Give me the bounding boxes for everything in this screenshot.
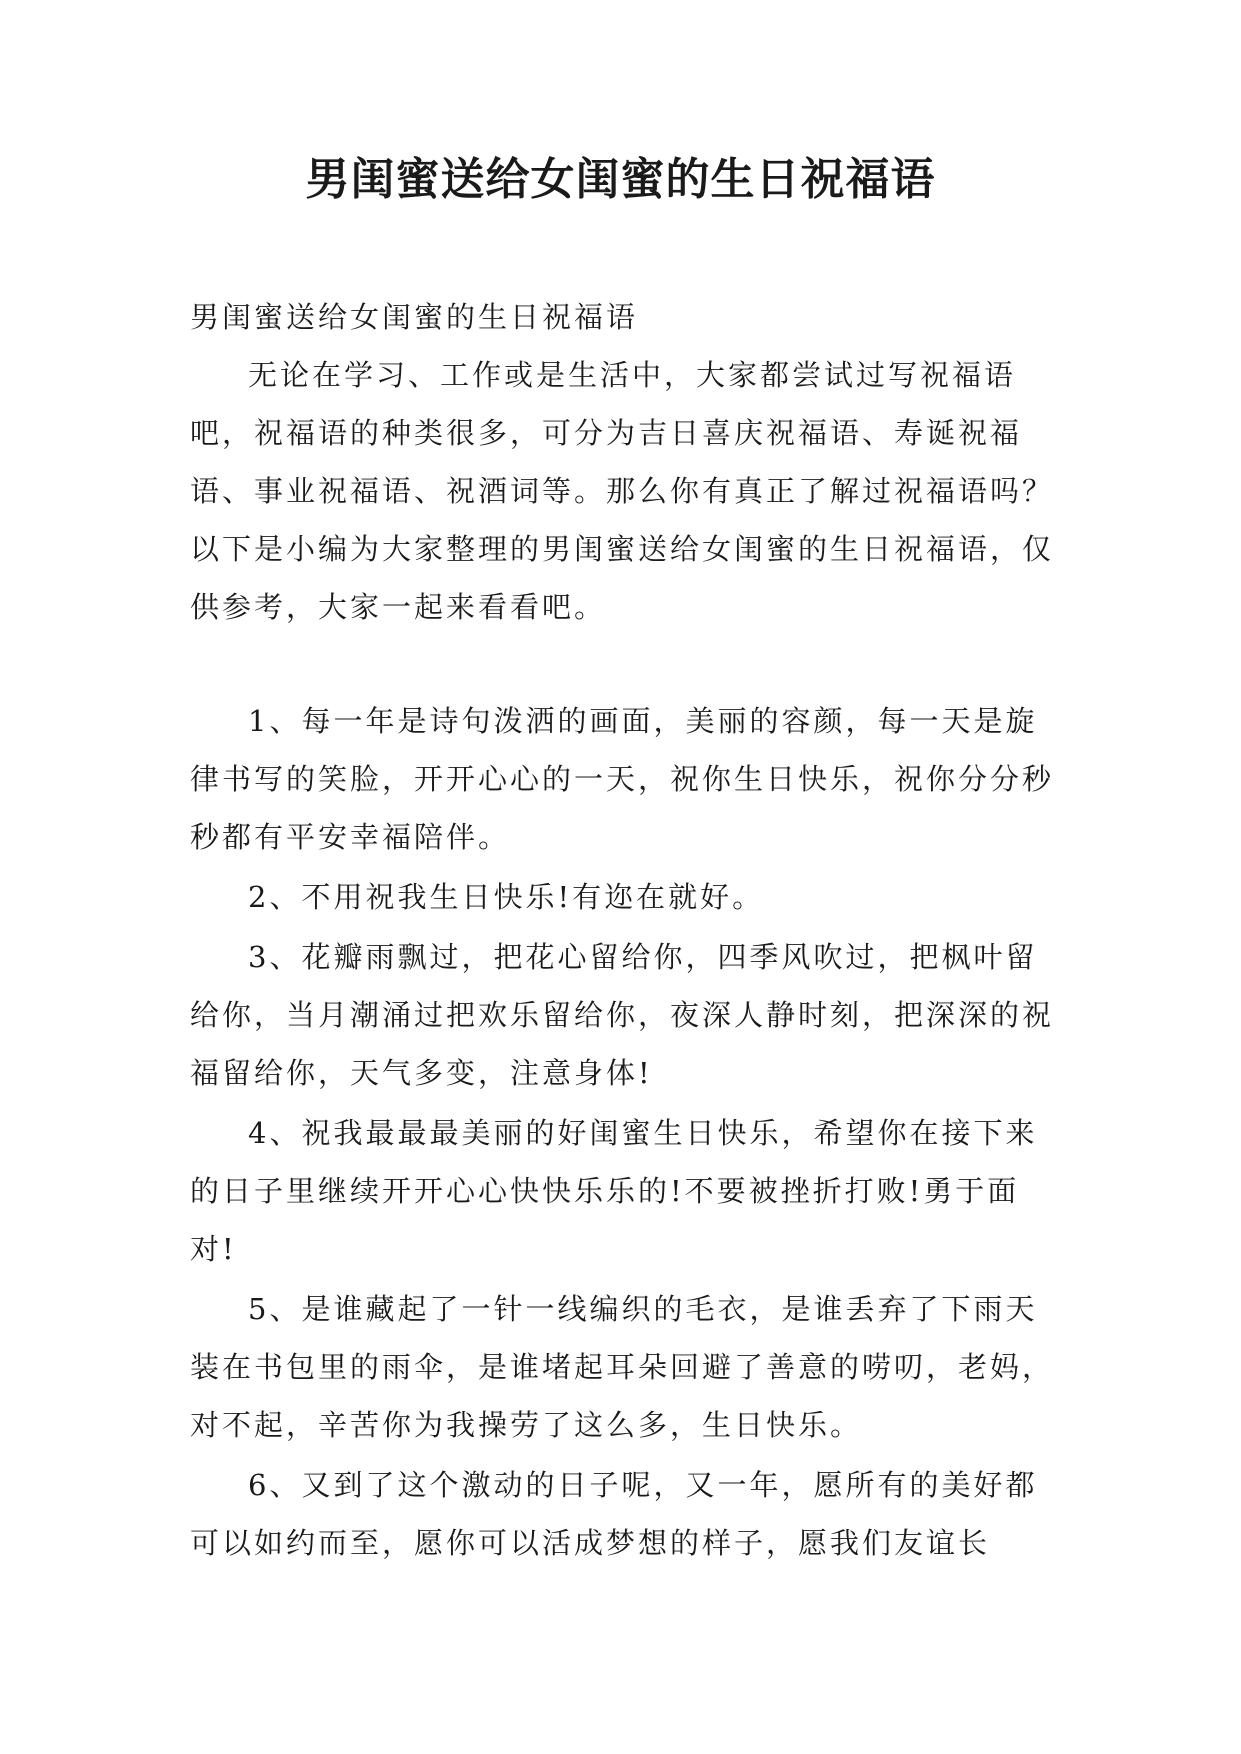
wish-item: 5、是谁藏起了一针一线编织的毛衣，是谁丢弃了下雨天装在书包里的雨伞，是谁堵起耳朵回避了善意的唠叨，老妈，对不起，辛苦你为我操劳了这么多，生日快乐。 — [190, 1292, 1055, 1442]
document-body — [190, 288, 1060, 1574]
wish-item: 3、花瓣雨飘过，把花心留给你，四季风吹过，把枫叶留给你，当月潮涌过把欢乐留给你，夜深人静时刻，把深深的祝福留给你，天气多变，注意身体! — [190, 940, 1055, 1090]
wish-item: 1、每一年是诗句泼洒的画面，美丽的容颜，每一天是旋律书写的笑脸，开开心心的一天，祝你生日快乐，祝你分分秒秒都有平安幸福陪伴。 — [190, 704, 1055, 854]
intro-paragraph: 无论在学习、工作或是生活中，大家都尝试过写祝福语吧，祝福语的种类很多，可分为吉日喜庆祝福语、寿诞祝福语、事业祝福语、祝酒词等。那么你有真正了解过祝福语吗？以下是小编为大家整理的男闺蜜送给女闺蜜的生日祝福语，仅供参考，大家一起来看看吧。 — [190, 358, 1055, 624]
document-subtitle: 男闺蜜送给女闺蜜的生日祝福语 — [190, 300, 639, 334]
document-title: 男闺蜜送给女闺蜜的生日祝福语 — [305, 154, 936, 205]
wish-item: 4、祝我最最最美丽的好闺蜜生日快乐，希望你在接下来的日子里继续开开心心快快乐乐的!不要被挫折打败!勇于面对! — [190, 1116, 1038, 1266]
wish-item: 6、又到了这个激动的日子呢，又一年，愿所有的美好都可以如约而至，愿你可以活成梦想的样子，愿我们友谊长 — [190, 1468, 1038, 1560]
wish-item: 2、不用祝我生日快乐!有迩在就好。 — [248, 880, 765, 914]
